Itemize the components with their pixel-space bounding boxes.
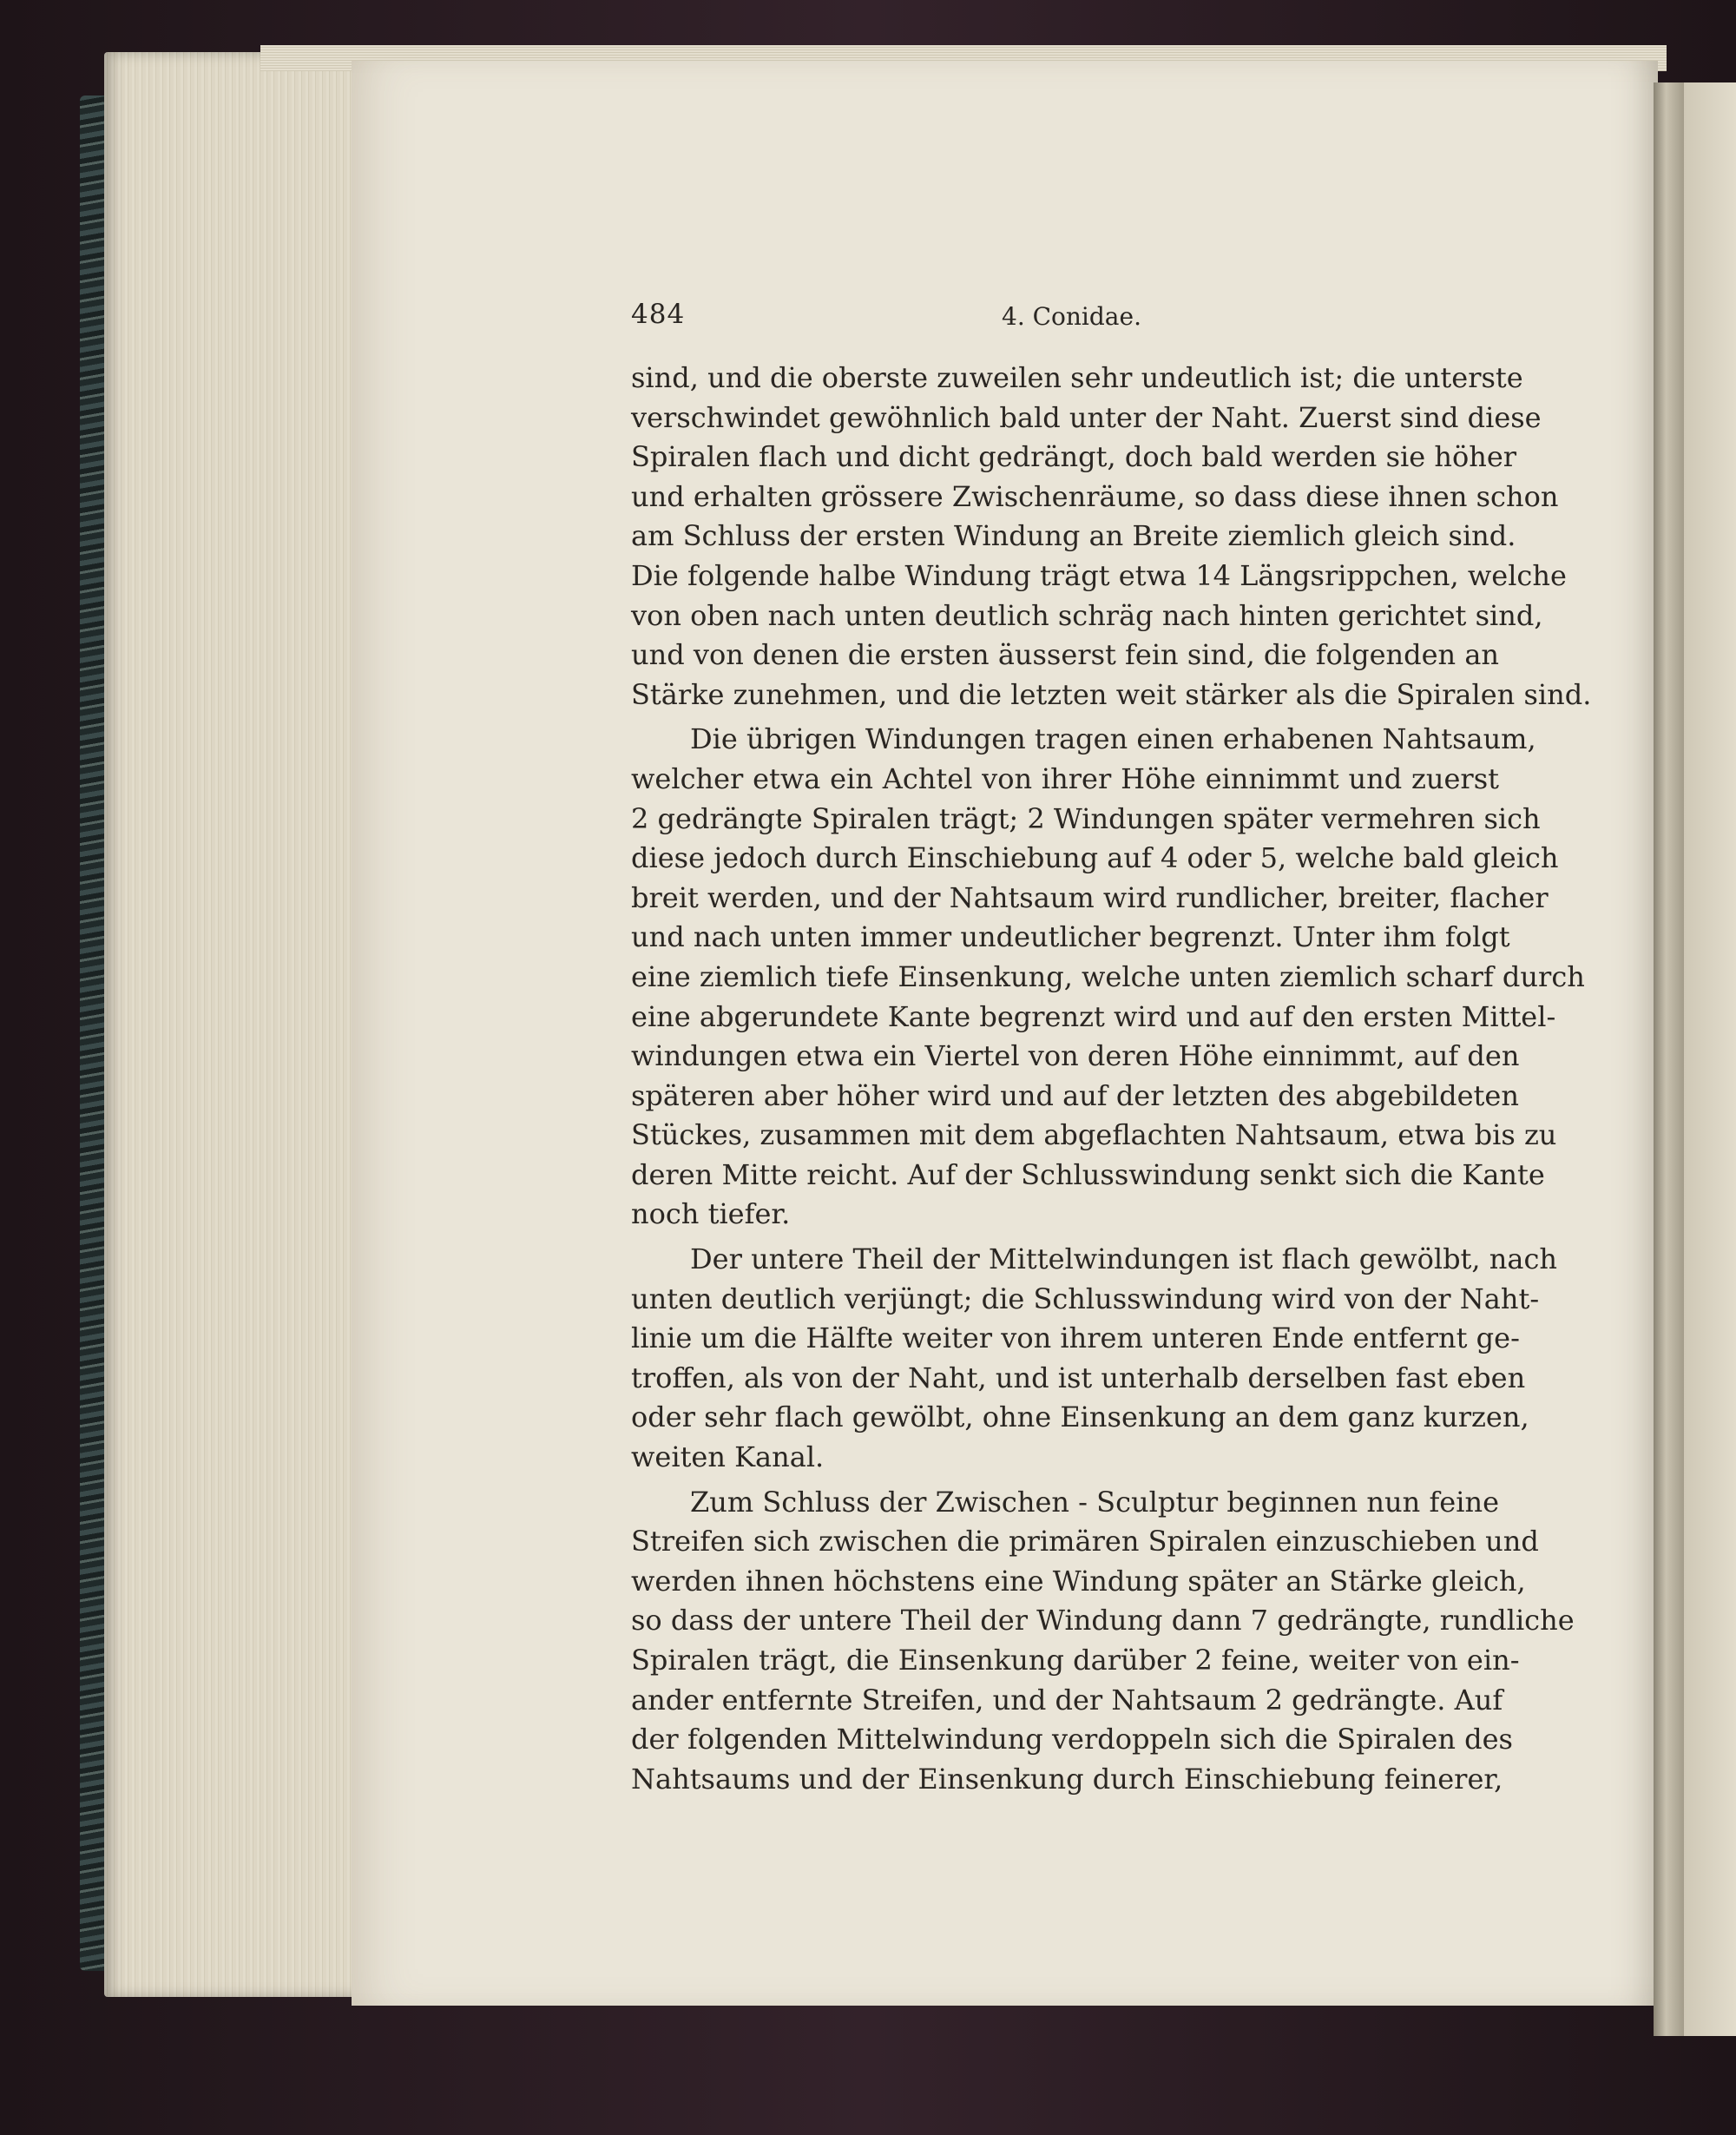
paragraph — [631, 1240, 1557, 1478]
page-number: 484 — [631, 299, 686, 330]
text-line: Streifen sich zwischen die primären Spiralen einzuschieben und — [631, 1525, 1539, 1558]
facing-page-edge — [1684, 82, 1736, 2036]
text-line: ander entfernte Streifen, und der Nahtsaum 2 gedrängte. Auf — [631, 1683, 1503, 1717]
text-line: Der untere Theil der Mittelwindungen ist flach gewölbt, nach — [690, 1242, 1557, 1276]
text-line: und nach unten immer undeutlicher begrenzt. Unter ihm folgt — [631, 920, 1510, 954]
text-line: und von denen die ersten äusserst fein sind, die folgenden an — [631, 638, 1500, 672]
text-line: deren Mitte reicht. Auf der Schlusswindung senkt sich die Kante — [631, 1157, 1545, 1191]
text-line: Die folgende halbe Windung trägt etwa 14 Längsrippchen, welche — [631, 558, 1567, 592]
text-line: werden ihnen höchstens eine Windung später an Stärke gleich, — [631, 1564, 1526, 1598]
text-line: oder sehr flach gewölbt, ohne Einsenkung an dem ganz kurzen, — [631, 1400, 1529, 1434]
text-line: späteren aber höher wird und auf der letzten des abgebildeten — [631, 1078, 1519, 1112]
text-line: eine abgerundete Kante begrenzt wird und auf den ersten Mittel- — [631, 999, 1556, 1033]
text-line: Zum Schluss der Zwischen - Sculptur beginnen nun feine — [690, 1485, 1499, 1519]
body-text — [631, 359, 1592, 1799]
text-line: am Schluss der ersten Windung an Breite ziemlich gleich sind. — [631, 519, 1516, 553]
text-line: eine ziemlich tiefe Einsenkung, welche unten ziemlich scharf durch — [631, 959, 1585, 993]
text-line: 2 gedrängte Spiralen trägt; 2 Windungen später vermehren sich — [631, 801, 1541, 835]
paragraph — [631, 1483, 1575, 1800]
text-line: Spiralen trägt, die Einsenkung darüber 2 feine, weiter von ein- — [631, 1644, 1520, 1677]
text-line: Stückes, zusammen mit dem abgeflachten Nahtsaum, etwa bis zu — [631, 1118, 1557, 1152]
text-line: linie um die Hälfte weiter von ihrem unteren Ende entfernt ge- — [631, 1321, 1520, 1355]
paragraph — [631, 359, 1592, 715]
text-line: und erhalten grössere Zwischenräume, so dass diese ihnen schon — [631, 479, 1559, 513]
text-line: Die übrigen Windungen tragen einen erhabenen Nahtsaum, — [690, 722, 1536, 756]
text-line: Nahtsaums und der Einsenkung durch Einschiebung feinerer, — [631, 1762, 1503, 1796]
text-line: noch tiefer. — [631, 1197, 791, 1231]
text-line: welcher etwa ein Achtel von ihrer Höhe einnimmt und zuerst — [631, 761, 1499, 795]
text-line: troffen, als von der Naht, und ist unterhalb derselben fast eben — [631, 1361, 1526, 1394]
paragraph — [631, 720, 1585, 1235]
text-line: unten deutlich verjüngt; die Schlusswindung wird von der Naht- — [631, 1282, 1540, 1315]
text-line: Spiralen flach und dicht gedrängt, doch bald werden sie höher — [631, 440, 1517, 474]
text-line: verschwindet gewöhnlich bald unter der Naht. Zuerst sind diese — [631, 400, 1542, 434]
chapter-title: 4. Conidae. — [1002, 302, 1141, 331]
text-line: sind, und die oberste zuweilen sehr undeutlich ist; die unterste — [631, 361, 1523, 394]
text-line: so dass der untere Theil der Windung dann 7 gedrängte, rundliche — [631, 1604, 1575, 1637]
text-line: Stärke zunehmen, und die letzten weit stärker als die Spiralen sind. — [631, 677, 1592, 711]
text-line: breit werden, und der Nahtsaum wird rundlicher, breiter, flacher — [631, 880, 1549, 914]
text-line: weiten Kanal. — [631, 1440, 825, 1474]
text-line: diese jedoch durch Einschiebung auf 4 oder 5, welche bald gleich — [631, 841, 1559, 875]
text-line: der folgenden Mittelwindung verdoppeln sich die Spiralen des — [631, 1723, 1513, 1756]
book-gutter — [1654, 82, 1685, 2036]
text-line: windungen etwa ein Viertel von deren Höhe einnimmt, auf den — [631, 1039, 1520, 1073]
running-head — [631, 299, 1499, 342]
text-line: von oben nach unten deutlich schräg nach hinten gerichtet sind, — [631, 598, 1543, 632]
page-edges-left — [104, 52, 365, 1997]
